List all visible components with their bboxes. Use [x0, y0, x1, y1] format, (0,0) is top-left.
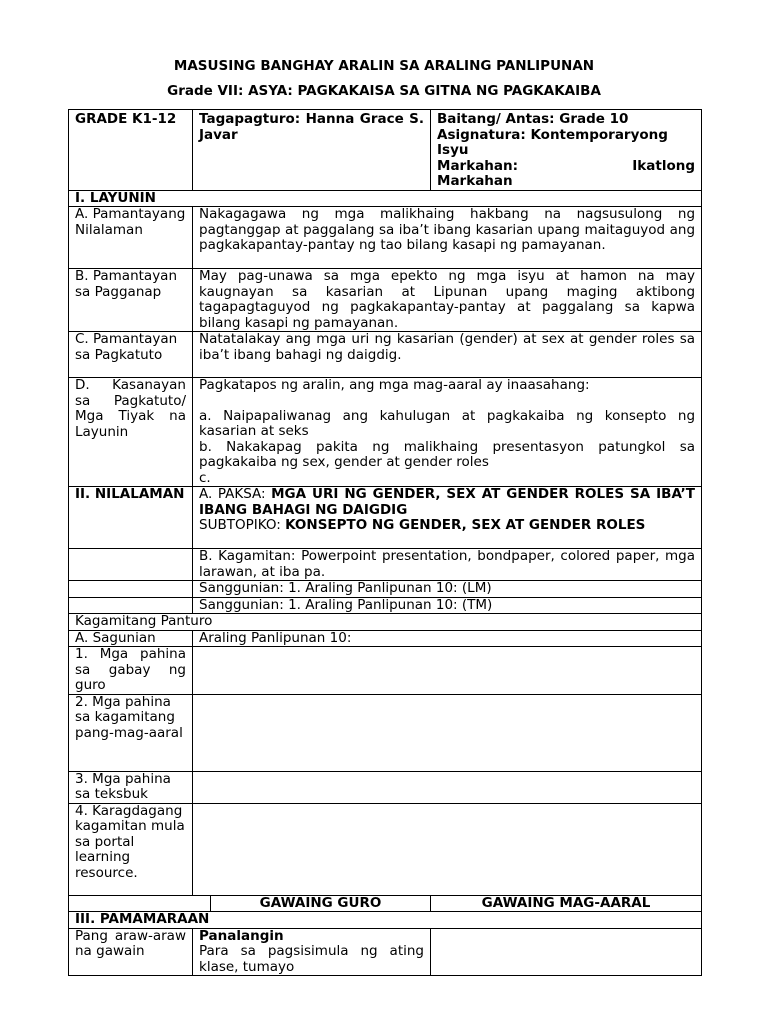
teacher-cell: Tagapagturo: Hanna Grace S. Javar — [193, 110, 431, 191]
label-pamantayan-pagkatuto: C. Pamantayan sa Pagkatuto — [69, 332, 193, 378]
grade-level: Baitang/ Antas: Grade 10 — [437, 111, 629, 127]
value-gabay-guro — [193, 647, 702, 695]
text-kasanayan — [193, 378, 702, 487]
section-pamamaraan: III. PAMAMARAAN — [69, 912, 702, 929]
gawaing-guro-cell — [193, 928, 431, 976]
blank-cell — [69, 549, 193, 581]
text-pamantayan-pagganap: May pag-unawa sa mga epekto ng mga isyu at hamon na may kaugnayan sa kasarian at Lipunan upang maging aktibong tagapagtaguyod ng pagkakapantay-pantay at paggalang sa kapwa bilang kasapi ng pamayanan. — [193, 269, 702, 332]
sanggunian-lm: Sanggunian: 1. Araling Panlipunan 10: (LM) — [193, 581, 702, 598]
quarter-row — [437, 159, 695, 175]
course-info-cell — [431, 110, 702, 191]
lesson-plan-table — [68, 109, 702, 976]
label-gabay-guro: 1. Mga pahina sa gabay ng guro — [69, 647, 193, 695]
grade-cell: GRADE K1-12 — [69, 110, 193, 191]
kasanayan-c: c. — [199, 469, 211, 486]
label-pang-araw-araw: Pang araw-araw na gawain — [69, 928, 193, 976]
quarter-value-rest: Markahan — [437, 173, 513, 189]
value-kagamitang-mag-aaral — [193, 694, 702, 771]
subtopiko-text: KONSEPTO NG GENDER, SEX AT GENDER ROLES — [285, 517, 646, 533]
label-sagunian: A. Sagunian — [69, 630, 193, 647]
paksa-text: MGA URI NG GENDER, SEX AT GENDER ROLES SA IBA’T IBANG BAHAGI NG DAIGDIG — [199, 486, 696, 518]
label-pamantayang-nilalaman: A. Pamantayang Nilalaman — [69, 207, 193, 269]
blank-cell — [69, 895, 211, 912]
panalangin-heading: Panalangin — [199, 928, 284, 944]
panalangin-text: Para sa pagsisimula ng ating klase, tumayo — [199, 943, 425, 975]
col-gawaing-guro: GAWAING GURO — [211, 895, 431, 912]
quarter-label: Markahan: — [437, 157, 519, 174]
subject: Asignatura: Kontemporaryong Isyu — [437, 126, 668, 158]
label-pamantayan-pagganap: B. Pamantayan sa Pagganap — [69, 269, 193, 332]
quarter-value-first: Ikatlong — [632, 157, 696, 174]
label-kagamitang-mag-aaral: 2. Mga pahina sa kagamitang pang-mag-aaral — [69, 694, 193, 771]
value-sagunian: Araling Panlipunan 10: — [193, 630, 702, 647]
kasanayan-intro: Pagkatapos ng aralin, ang mga mag-aaral ay inaasahang: — [199, 377, 590, 393]
label-karagdagang-kagamitan: 4. Karagdagang kagamitan mula sa portal learning resource. — [69, 803, 193, 895]
col-gawaing-mag-aaral: GAWAING MAG-AARAL — [431, 895, 702, 912]
text-pamantayan-pagkatuto: Natatalakay ang mga uri ng kasarian (gender) at sex at gender roles sa iba’t ibang bahagi ng daigdig. — [193, 332, 702, 378]
label-kasanayan: D. Kasanayan sa Pagkatuto/ Mga Tiyak na Layunin — [69, 378, 193, 487]
kagamitan-text: B. Kagamitan: Powerpoint presentation, bondpaper, colored paper, mga larawan, at iba pa. — [193, 549, 702, 581]
kagamitang-panturo-heading: Kagamitang Panturo — [69, 614, 702, 631]
text-pamantayang-nilalaman: Nakagagawa ng mga malikhaing hakbang na nagsusulong ng pagtanggap at paggalang sa iba’t ibang kasarian upang maitaguyod ang pagkakapantay-pantay ng tao bilang kasapi ng pamayanan. — [193, 207, 702, 269]
kasanayan-b: b. Nakakapag pakita ng malikhaing presentasyon patungkol sa pagkakaiba ng sex, gender at gender roles — [199, 438, 696, 470]
gawaing-mag-aaral-cell — [431, 928, 702, 976]
sanggunian-tm: Sanggunian: 1. Araling Panlipunan 10: (TM) — [193, 597, 702, 614]
value-teksbuk — [193, 771, 702, 803]
kasanayan-a: a. Naipapaliwanag ang kahulugan at pagkakaiba ng konsepto ng kasarian at seks — [199, 407, 696, 439]
label-teksbuk: 3. Mga pahina sa teksbuk — [69, 771, 193, 803]
document-subtitle: Grade VII: ASYA: PAGKAKAISA SA GITNA NG PAGKAKAIBA — [167, 83, 601, 99]
section-nilalaman: II. NILALAMAN — [69, 487, 193, 549]
document-title: MASUSING BANGHAY ARALIN SA ARALING PANLIPUNAN — [173, 58, 595, 74]
value-karagdagang-kagamitan — [193, 803, 702, 895]
section-layunin: I. LAYUNIN — [69, 190, 702, 207]
blank-cell — [69, 597, 193, 614]
blank-cell — [69, 581, 193, 598]
paksa-label: A. PAKSA: — [199, 486, 266, 502]
subtopiko-label: SUBTOPIKO: — [199, 517, 281, 533]
paksa-cell — [193, 487, 702, 549]
